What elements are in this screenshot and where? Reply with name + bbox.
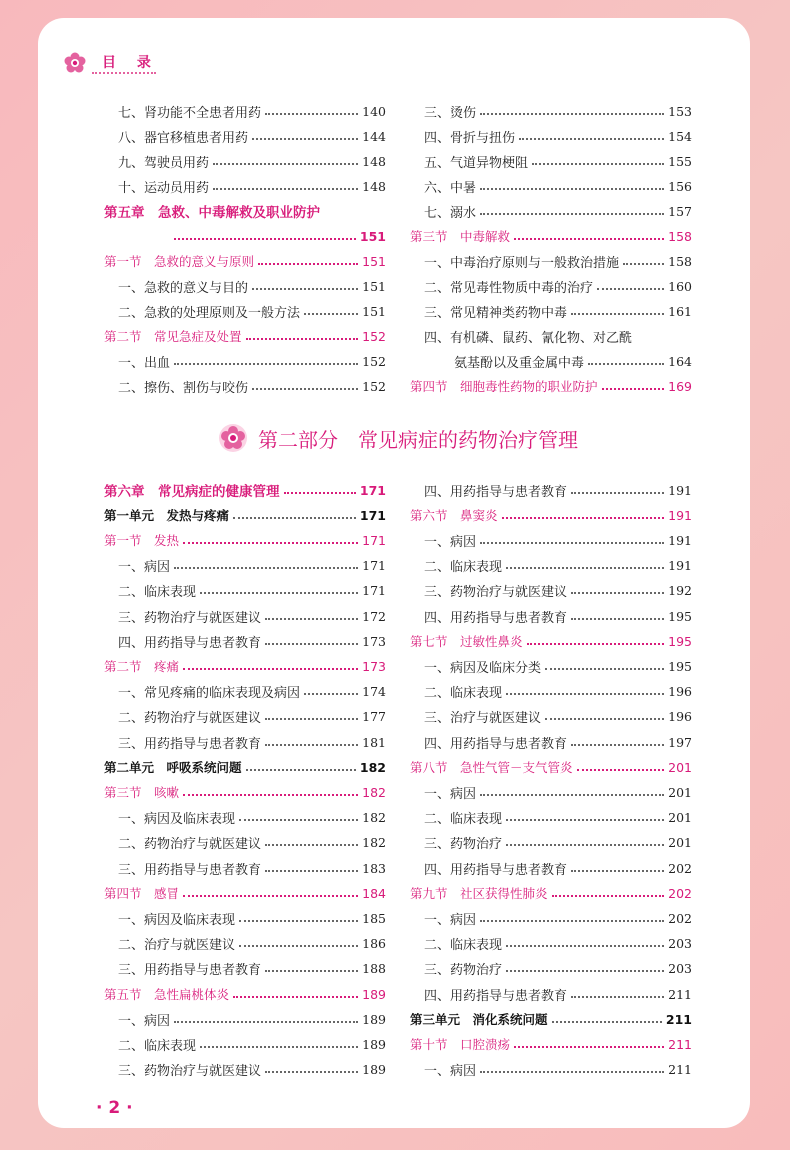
- toc-entry-title: 一、病因: [118, 1013, 171, 1029]
- dot-leader: [506, 843, 664, 846]
- toc-unit-entry[interactable]: [104, 756, 386, 778]
- toc-entry-title: 一、病因: [424, 912, 477, 928]
- toc-page-number: 148: [362, 178, 386, 194]
- dot-leader: [265, 743, 358, 746]
- toc-entry-title: 三、烫伤: [424, 105, 477, 121]
- toc-entry[interactable]: [410, 250, 692, 272]
- toc-page-number: 156: [668, 178, 692, 194]
- toc-entry[interactable]: [410, 325, 692, 347]
- toc-entry-title: 一、病因: [118, 560, 171, 576]
- toc-entry[interactable]: [104, 1033, 386, 1055]
- toc-entry-title: 七、肾功能不全患者用药: [118, 105, 262, 121]
- toc-section-entry[interactable]: [104, 882, 386, 904]
- toc-section-entry[interactable]: [410, 1033, 692, 1055]
- toc-page-number: 181: [362, 734, 386, 750]
- toc-entry-title: 一、出血: [118, 355, 171, 371]
- toc-entry-title: 四、用药指导与患者教育: [424, 862, 568, 878]
- toc-chapter-entry[interactable]: [104, 200, 386, 222]
- toc-entry[interactable]: [104, 375, 386, 397]
- dot-leader: [200, 1045, 358, 1048]
- toc-entry[interactable]: [104, 933, 386, 955]
- toc-entry[interactable]: [410, 555, 692, 577]
- dot-leader: [265, 642, 358, 645]
- dot-leader: [480, 919, 664, 922]
- toc-page-number: 152: [362, 378, 386, 394]
- toc-header: [60, 47, 200, 77]
- dot-leader: [284, 491, 356, 494]
- dot-leader: [506, 818, 664, 821]
- toc-entry[interactable]: [410, 681, 692, 703]
- toc-entry-title: 第一单元 发热与疼痛: [104, 508, 230, 524]
- toc-entry-title: 第五章 急救、中毒解救及职业防护: [104, 205, 320, 221]
- toc-entry[interactable]: [410, 731, 692, 753]
- toc-entry-title: 二、药物治疗与就医建议: [118, 837, 262, 853]
- toc-entry[interactable]: [104, 350, 386, 372]
- dot-leader: [265, 717, 358, 720]
- toc-entry[interactable]: [104, 125, 386, 147]
- dot-leader: [174, 1020, 358, 1023]
- toc-unit-entry[interactable]: [104, 504, 386, 526]
- dot-leader: [545, 717, 664, 720]
- toc-entry-title: 第六节 鼻窦炎: [410, 508, 498, 524]
- toc-page-number: 164: [668, 353, 692, 369]
- dot-leader: [532, 162, 664, 165]
- toc-page-number: 191: [668, 558, 692, 574]
- dot-leader: [265, 617, 358, 620]
- dot-leader: [480, 541, 664, 544]
- toc-page-number: 140: [362, 103, 386, 119]
- toc-entry-title: 三、常见精神类药物中毒: [424, 305, 568, 321]
- dot-leader: [252, 287, 358, 290]
- toc-page-number: 195: [668, 633, 692, 649]
- toc-entry-title: 第一节 发热: [104, 533, 180, 549]
- toc-entry-title: 第二节 常见急症及处置: [104, 329, 242, 344]
- toc-entry[interactable]: [410, 580, 692, 602]
- toc-section-entry[interactable]: [410, 882, 692, 904]
- toc-entry-title: 三、药物治疗: [424, 837, 503, 853]
- toc-entry-title: 一、病因: [424, 786, 477, 802]
- dot-leader: [200, 591, 358, 594]
- toc-entry-title: 三、用药指导与患者教育: [118, 963, 262, 979]
- dot-leader: [506, 692, 664, 695]
- dot-leader: [602, 387, 665, 390]
- toc-page-number: 188: [362, 961, 386, 977]
- toc-entry-title: 一、病因: [424, 534, 477, 550]
- dot-leader: [552, 1020, 662, 1023]
- toc-page-number: 211: [668, 986, 692, 1002]
- toc-entry[interactable]: [104, 807, 386, 829]
- dot-leader: [571, 491, 664, 494]
- toc-entry[interactable]: [104, 150, 386, 172]
- toc-page-number: 191: [668, 507, 692, 523]
- toc-page-number: 189: [362, 1036, 386, 1052]
- toc-page-number: 158: [668, 253, 692, 269]
- toc-entry[interactable]: [104, 958, 386, 980]
- toc-page-number: 148: [362, 153, 386, 169]
- toc-page-number: 189: [362, 986, 386, 1002]
- toc-section-entry[interactable]: [104, 325, 386, 347]
- toc-entry-title: 第四节 感冒: [104, 886, 180, 902]
- toc-chapter-entry[interactable]: [104, 479, 386, 501]
- toc-page-number: 152: [362, 353, 386, 369]
- toc-entry[interactable]: [104, 1059, 386, 1081]
- toc-page-number: 158: [668, 228, 692, 244]
- toc-entry[interactable]: [104, 605, 386, 627]
- dot-leader: [514, 237, 664, 240]
- toc-entry-title: 二、急救的处理原则及一般方法: [118, 305, 301, 321]
- toc-page-number: 195: [668, 608, 692, 624]
- dot-leader: [571, 617, 664, 620]
- toc-entry-title: 四、用药指导与患者教育: [424, 610, 568, 626]
- dot-leader: [265, 843, 358, 846]
- toc-page-number: 169: [668, 378, 692, 394]
- toc-page-number: 201: [668, 810, 692, 826]
- dot-leader: [265, 1070, 358, 1073]
- dot-leader: [480, 112, 664, 115]
- toc-entry[interactable]: [104, 555, 386, 577]
- toc-page-number: 196: [668, 709, 692, 725]
- page-number: · 2 ·: [96, 1098, 133, 1118]
- toc-entry-title: 第三节 中毒解救: [410, 229, 511, 244]
- toc-entry-title: 一、常见疼痛的临床表现及病因: [118, 686, 301, 702]
- toc-page-number: 184: [362, 885, 386, 901]
- toc-page-number: 154: [668, 128, 692, 144]
- toc-section-entry[interactable]: [410, 225, 692, 247]
- toc-entry-title: 一、中毒治疗原则与一般救治措施: [424, 255, 620, 271]
- toc-entry[interactable]: [410, 605, 692, 627]
- toc-page-number: 171: [362, 583, 386, 599]
- toc-page-number: 172: [362, 608, 386, 624]
- toc-title: 目 录: [102, 55, 159, 71]
- toc-entry-title: 三、治疗与就医建议: [424, 711, 542, 727]
- toc-page-number: 182: [362, 810, 386, 826]
- toc-unit-entry[interactable]: [410, 1008, 692, 1030]
- toc-entry-title: 第三节 咳嗽: [104, 785, 180, 801]
- dot-leader: [571, 869, 664, 872]
- dot-leader: [174, 566, 358, 569]
- toc-page-number: 191: [668, 532, 692, 548]
- toc-entry-title: 第四节 细胞毒性药物的职业防护: [410, 379, 598, 394]
- toc-entry-title: 二、临床表现: [424, 560, 503, 576]
- toc-entry-title: 二、临床表现: [118, 585, 197, 601]
- toc-page-number: 211: [665, 1011, 692, 1027]
- toc-page-number: 155: [668, 153, 692, 169]
- toc-page-number: 182: [359, 759, 386, 775]
- toc-entry[interactable]: [410, 958, 692, 980]
- toc-page-number: 171: [362, 558, 386, 574]
- dot-leader: [527, 642, 665, 645]
- toc-entry-title: 二、临床表现: [118, 1038, 197, 1054]
- toc-page-number: 161: [668, 303, 692, 319]
- toc-page-number: 151: [359, 228, 386, 244]
- toc-entry-title: 四、用药指导与患者教育: [424, 988, 568, 1004]
- toc-page-number: 203: [668, 936, 692, 952]
- header-divider: [92, 72, 156, 74]
- toc-section-entry[interactable]: [104, 983, 386, 1005]
- dot-leader: [174, 237, 356, 240]
- toc-entry[interactable]: [104, 100, 386, 122]
- toc-entry-title: 五、气道异物梗阻: [424, 155, 529, 171]
- dot-leader: [480, 793, 664, 796]
- dot-leader: [239, 944, 358, 947]
- toc-entry-title: 一、病因及临床分类: [424, 660, 542, 676]
- dot-leader: [304, 312, 358, 315]
- dot-leader: [545, 667, 664, 670]
- toc-page-number: 189: [362, 1011, 386, 1027]
- toc-entry[interactable]: [104, 907, 386, 929]
- toc-entry-title: 十、运动员用药: [118, 180, 210, 196]
- toc-entry-title: 二、临床表现: [424, 812, 503, 828]
- toc-entry[interactable]: [410, 125, 692, 147]
- toc-page-number: 182: [362, 784, 386, 800]
- dot-leader: [571, 743, 664, 746]
- dot-leader: [183, 793, 358, 796]
- dot-leader: [183, 541, 358, 544]
- toc-entry[interactable]: [410, 832, 692, 854]
- dot-leader: [239, 818, 358, 821]
- toc-page-number: 173: [362, 633, 386, 649]
- toc-entry[interactable]: [410, 907, 692, 929]
- dot-leader: [623, 262, 664, 265]
- toc-entry[interactable]: [104, 225, 386, 247]
- dot-leader: [183, 667, 358, 670]
- toc-entry-title: 第九节 社区获得性肺炎: [410, 886, 548, 902]
- dot-leader: [265, 869, 358, 872]
- toc-page-number: 151: [362, 303, 386, 319]
- dot-leader: [213, 162, 358, 165]
- toc-entry-title: 一、病因及临床表现: [118, 912, 236, 928]
- toc-page-number: 171: [359, 482, 386, 498]
- toc-page-number: 185: [362, 910, 386, 926]
- dot-leader: [480, 212, 664, 215]
- part-title: 第二部分 常见病症的药物治疗管理: [258, 427, 578, 452]
- toc-entry-title: 三、药物治疗与就医建议: [424, 585, 568, 601]
- toc-entry[interactable]: [410, 300, 692, 322]
- toc-page-number: 201: [668, 784, 692, 800]
- toc-page-number: 144: [362, 128, 386, 144]
- toc-entry-title: 四、骨折与扭伤: [424, 130, 516, 146]
- part-heading: [218, 418, 638, 458]
- toc-entry-title: 第六章 常见病症的健康管理: [104, 484, 280, 500]
- toc-page-number: 201: [668, 759, 692, 775]
- toc-entry[interactable]: [410, 350, 692, 372]
- toc-entry-title: 六、中暑: [424, 180, 477, 196]
- toc-entry[interactable]: [410, 150, 692, 172]
- toc-entry-title: 二、临床表现: [424, 686, 503, 702]
- toc-page-number: 171: [362, 532, 386, 548]
- toc-entry[interactable]: [104, 275, 386, 297]
- dot-leader: [506, 566, 664, 569]
- toc-entry-title: 第七节 过敏性鼻炎: [410, 634, 523, 650]
- dot-leader: [571, 312, 664, 315]
- toc-page-number: 196: [668, 684, 692, 700]
- toc-page-number: 153: [668, 103, 692, 119]
- toc-page-number: 195: [668, 658, 692, 674]
- toc-entry-title: 第一节 急救的意义与原则: [104, 254, 255, 269]
- dot-leader: [597, 287, 664, 290]
- toc-entry-title: 三、用药指导与患者教育: [118, 736, 262, 752]
- toc-entry[interactable]: [104, 857, 386, 879]
- toc-entry[interactable]: [104, 832, 386, 854]
- dot-leader: [304, 692, 358, 695]
- toc-entry-title: 一、急救的意义与目的: [118, 280, 249, 296]
- toc-page-number: 202: [668, 860, 692, 876]
- toc-entry-title: 二、擦伤、割伤与咬伤: [118, 380, 249, 396]
- toc-page-number: 202: [668, 885, 692, 901]
- toc-page-number: 186: [362, 936, 386, 952]
- dot-leader: [480, 187, 664, 190]
- dot-leader: [183, 894, 358, 897]
- toc-entry[interactable]: [104, 300, 386, 322]
- toc-entry-title: 第二节 疼痛: [104, 659, 180, 675]
- toc-entry[interactable]: [104, 681, 386, 703]
- dot-leader: [233, 995, 358, 998]
- toc-page-number: 203: [668, 961, 692, 977]
- toc-page-number: 202: [668, 910, 692, 926]
- toc-entry[interactable]: [104, 706, 386, 728]
- toc-entry[interactable]: [410, 781, 692, 803]
- toc-page-number: 197: [668, 734, 692, 750]
- toc-entry-title: 二、常见毒性物质中毒的治疗: [424, 280, 594, 296]
- toc-entry-title: 第八节 急性气管－支气管炎: [410, 760, 573, 776]
- toc-entry-title: 七、溺水: [424, 205, 477, 221]
- toc-entry[interactable]: [410, 655, 692, 677]
- toc-section-entry[interactable]: [104, 655, 386, 677]
- toc-page-number: 160: [668, 278, 692, 294]
- dot-leader: [514, 1045, 664, 1048]
- toc-entry-title: 四、有机磷、鼠药、氰化物、对乙酰: [424, 330, 633, 346]
- toc-entry[interactable]: [410, 857, 692, 879]
- dot-leader: [233, 516, 356, 519]
- dot-leader: [480, 1070, 664, 1073]
- toc-section-entry[interactable]: [104, 529, 386, 551]
- dot-leader: [577, 768, 665, 771]
- toc-entry-title: 三、药物治疗: [424, 963, 503, 979]
- toc-entry-title: 第三单元 消化系统问题: [410, 1012, 548, 1028]
- dot-leader: [265, 112, 358, 115]
- toc-entry-title: 四、用药指导与患者教育: [118, 635, 262, 651]
- toc-entry-title: 三、用药指导与患者教育: [118, 862, 262, 878]
- toc-entry[interactable]: [410, 275, 692, 297]
- toc-entry[interactable]: [410, 807, 692, 829]
- dot-leader: [252, 137, 358, 140]
- toc-page-number: 183: [362, 860, 386, 876]
- toc-page-number: 151: [362, 253, 386, 269]
- toc-page-number: 177: [362, 709, 386, 725]
- toc-section-entry[interactable]: [104, 781, 386, 803]
- toc-entry-title: 四、用药指导与患者教育: [424, 736, 568, 752]
- toc-entry[interactable]: [410, 706, 692, 728]
- toc-page-number: 171: [359, 507, 386, 523]
- toc-page-number: 192: [668, 583, 692, 599]
- toc-entry[interactable]: [410, 175, 692, 197]
- dot-leader: [571, 591, 664, 594]
- toc-entry[interactable]: [104, 580, 386, 602]
- toc-entry[interactable]: [104, 731, 386, 753]
- toc-entry-title: 三、药物治疗与就医建议: [118, 1064, 262, 1080]
- toc-entry-title: 三、药物治疗与就医建议: [118, 610, 262, 626]
- toc-page-number: 152: [362, 328, 386, 344]
- toc-entry-title: 二、药物治疗与就医建议: [118, 711, 262, 727]
- toc-page-number: 211: [668, 1062, 692, 1078]
- toc-section-entry[interactable]: [104, 250, 386, 272]
- dot-leader: [252, 387, 358, 390]
- toc-section-entry[interactable]: [410, 375, 692, 397]
- dot-leader: [213, 187, 358, 190]
- dot-leader: [239, 919, 358, 922]
- toc-page-number: 151: [362, 278, 386, 294]
- flower-icon: [64, 52, 86, 74]
- toc-entry[interactable]: [410, 933, 692, 955]
- dot-leader: [519, 137, 664, 140]
- dot-leader: [571, 995, 664, 998]
- toc-entry-title: 一、病因及临床表现: [118, 812, 236, 828]
- toc-page-number: 174: [362, 684, 386, 700]
- toc-entry[interactable]: [410, 983, 692, 1005]
- toc-entry-title: 第五节 急性扁桃体炎: [104, 987, 230, 1002]
- toc-entry-title: 八、器官移植患者用药: [118, 130, 249, 146]
- toc-entry[interactable]: [104, 175, 386, 197]
- dot-leader: [258, 262, 358, 265]
- dot-leader: [588, 362, 664, 365]
- toc-entry[interactable]: [104, 630, 386, 652]
- toc-entry[interactable]: [410, 1059, 692, 1081]
- toc-entry-title: 第十节 口腔溃疡: [410, 1037, 511, 1053]
- toc-entry[interactable]: [410, 100, 692, 122]
- toc-entry[interactable]: [104, 1008, 386, 1030]
- dot-leader: [246, 337, 359, 340]
- toc-entry-title: 九、驾驶员用药: [118, 155, 210, 171]
- flower-badge-icon: [218, 423, 248, 453]
- dot-leader: [506, 944, 664, 947]
- toc-page-number: 157: [668, 203, 692, 219]
- toc-entry-title: 二、治疗与就医建议: [118, 938, 236, 954]
- toc-entry[interactable]: [410, 479, 692, 501]
- toc-entry-title: 氨基酚以及重金属中毒: [454, 355, 585, 371]
- toc-entry-title: 第二单元 呼吸系统问题: [104, 760, 242, 776]
- toc-entry-title: 四、用药指导与患者教育: [424, 484, 568, 500]
- toc-page-number: 182: [362, 835, 386, 851]
- toc-page-number: 211: [668, 1036, 692, 1052]
- toc-page-number: 191: [668, 482, 692, 498]
- dot-leader: [552, 894, 665, 897]
- toc-section-entry[interactable]: [410, 756, 692, 778]
- toc-page-number: 201: [668, 835, 692, 851]
- toc-section-entry[interactable]: [410, 504, 692, 526]
- toc-entry[interactable]: [410, 200, 692, 222]
- toc-section-entry[interactable]: [410, 630, 692, 652]
- dot-leader: [502, 516, 665, 519]
- toc-entry-title: 二、临床表现: [424, 938, 503, 954]
- toc-entry-title: 一、病因: [424, 1064, 477, 1080]
- dot-leader: [174, 362, 358, 365]
- toc-page-number: 189: [362, 1062, 386, 1078]
- toc-page-number: 173: [362, 658, 386, 674]
- toc-entry[interactable]: [410, 529, 692, 551]
- dot-leader: [506, 969, 664, 972]
- dot-leader: [265, 969, 358, 972]
- dot-leader: [246, 768, 356, 771]
